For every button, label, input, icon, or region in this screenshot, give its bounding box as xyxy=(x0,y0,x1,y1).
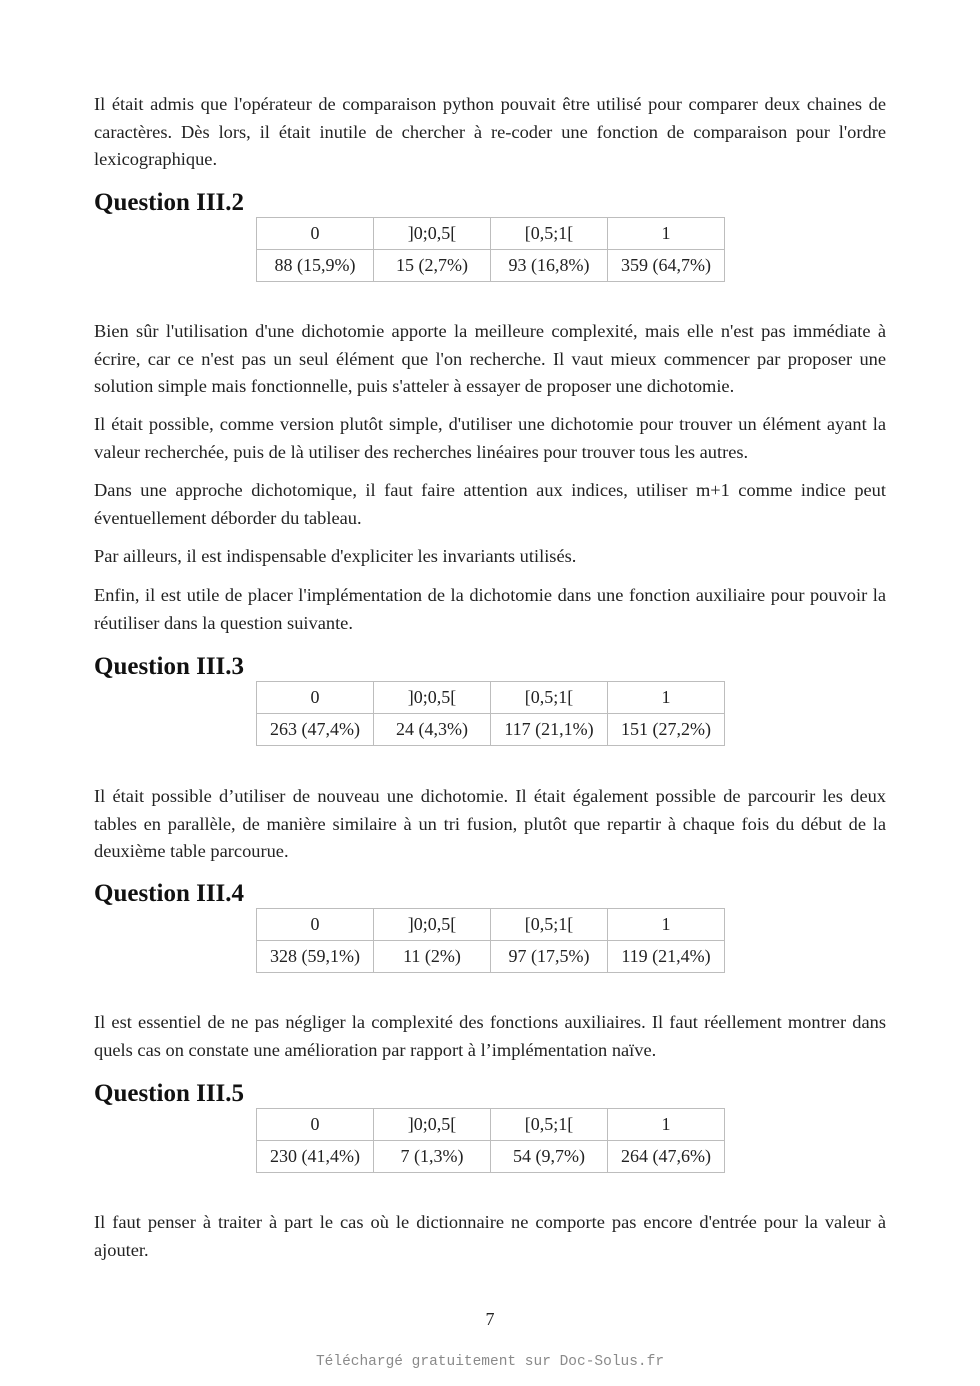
score-cell: 359 (64,7%) xyxy=(608,250,725,282)
header-cell: [0,5;1[ xyxy=(491,682,608,714)
header-cell: 0 xyxy=(257,682,374,714)
score-cell: 54 (9,7%) xyxy=(491,1141,608,1173)
header-cell: 1 xyxy=(608,218,725,250)
score-table-iii-3 xyxy=(256,681,725,746)
table-header-row xyxy=(257,1109,725,1141)
paragraph: Il était possible, comme version plutôt simple, d'utiliser une dichotomie pour trouver un élément ayant la valeur recherchée, puis de là utiliser des recherches linéaires pour trouver tous les autres. xyxy=(94,414,886,462)
paragraph: Bien sûr l'utilisation d'une dichotomie apporte la meilleure complexité, mais elle n'est pas immédiate à écrire, car ce n'est pas un seul élément que l'on recherche. Il vaut mieux commencer par proposer une solution simple mais fonctionnelle, puis s'atteler à essayer de proposer une dichotomie. xyxy=(94,321,886,396)
intro-paragraph: Il était admis que l'opérateur de comparaison python pouvait être utilisé pour comparer deux chaines de caractères. Dès lors, il était inutile de chercher à re-coder une fonction de comparaison pour l'ordre lexicographique. xyxy=(94,94,886,169)
score-table-iii-4 xyxy=(256,908,725,973)
section-title-iii-3: Question III.3 xyxy=(94,653,245,680)
score-cell: 97 (17,5%) xyxy=(491,941,608,973)
score-cell: 230 (41,4%) xyxy=(257,1141,374,1173)
header-cell: ]0;0,5[ xyxy=(374,682,491,714)
header-cell: [0,5;1[ xyxy=(491,218,608,250)
table-row xyxy=(257,250,725,282)
score-cell: 264 (47,6%) xyxy=(608,1141,725,1173)
score-cell: 24 (4,3%) xyxy=(374,714,491,746)
header-cell: [0,5;1[ xyxy=(491,909,608,941)
section-title-iii-2: Question III.2 xyxy=(94,189,245,216)
table-row xyxy=(257,1141,725,1173)
header-cell: ]0;0,5[ xyxy=(374,909,491,941)
table-header-row xyxy=(257,682,725,714)
paragraph: Dans une approche dichotomique, il faut faire attention aux indices, utiliser m+1 comme indice peut éventuellement déborder du tableau. xyxy=(94,480,886,528)
header-cell: 0 xyxy=(257,1109,374,1141)
header-cell: 1 xyxy=(608,909,725,941)
paragraph: Enfin, il est utile de placer l'implémentation de la dichotomie dans une fonction auxiliaire pour pouvoir la réutiliser dans la question suivante. xyxy=(94,585,886,633)
header-cell: 1 xyxy=(608,1109,725,1141)
table-row xyxy=(257,714,725,746)
header-cell: 0 xyxy=(257,909,374,941)
section-title-iii-4: Question III.4 xyxy=(94,880,245,907)
score-table-iii-5 xyxy=(256,1108,725,1173)
header-cell: ]0;0,5[ xyxy=(374,1109,491,1141)
score-cell: 7 (1,3%) xyxy=(374,1141,491,1173)
paragraph: Par ailleurs, il est indispensable d'expliciter les invariants utilisés. xyxy=(94,546,577,566)
score-cell: 263 (47,4%) xyxy=(257,714,374,746)
score-cell: 11 (2%) xyxy=(374,941,491,973)
page-number: 7 xyxy=(485,1309,495,1329)
score-cell: 117 (21,1%) xyxy=(491,714,608,746)
table-header-row xyxy=(257,218,725,250)
table-row xyxy=(257,941,725,973)
paragraph: Il est essentiel de ne pas négliger la complexité des fonctions auxiliaires. Il faut réellement montrer dans quels cas on constate une amélioration par rapport à l’implémentation naïve. xyxy=(94,1012,886,1060)
score-cell: 328 (59,1%) xyxy=(257,941,374,973)
score-cell: 119 (21,4%) xyxy=(608,941,725,973)
header-cell: 0 xyxy=(257,218,374,250)
header-cell: [0,5;1[ xyxy=(491,1109,608,1141)
paragraph: Il était possible d’utiliser de nouveau une dichotomie. Il était également possible de parcourir les deux tables en parallèle, de manière similaire à un tri fusion, plutôt que repartir à chaque fois du début de la deuxième table parcourue. xyxy=(94,786,886,861)
table-header-row xyxy=(257,909,725,941)
score-cell: 15 (2,7%) xyxy=(374,250,491,282)
score-cell: 88 (15,9%) xyxy=(257,250,374,282)
section-title-iii-5: Question III.5 xyxy=(94,1080,245,1107)
download-footer: Téléchargé gratuitement sur Doc-Solus.fr xyxy=(315,1354,665,1370)
paragraph: Il faut penser à traiter à part le cas où le dictionnaire ne comporte pas encore d'entrée pour la valeur à ajouter. xyxy=(94,1212,886,1260)
header-cell: ]0;0,5[ xyxy=(374,218,491,250)
header-cell: 1 xyxy=(608,682,725,714)
score-table-iii-2 xyxy=(256,217,725,282)
score-cell: 151 (27,2%) xyxy=(608,714,725,746)
score-cell: 93 (16,8%) xyxy=(491,250,608,282)
